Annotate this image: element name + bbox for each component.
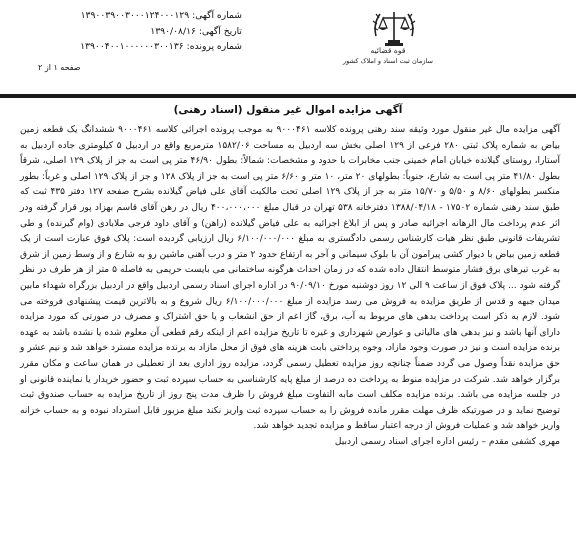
signature-line: مهری کشفی مقدم – رئیس اداره اجرای اسناد رسمی اردبیل [334, 436, 560, 447]
document-title: آگهی مزایده اموال غیر منقول (اسناد رهنی) [173, 104, 403, 116]
notice-body [20, 123, 560, 450]
notice-body-text: آگهی مزایده مال غیر منقول مورد وثیقه سند رهنی پرونده کلاسه ۹۰۰۰۴۶۱ به موجب پرونده اجرائی کلاسه ۹۰۰۰۴۶۱ ششدانگ یک قطعه زمین بیاض به شماره پلاک ثبتی ۲۸۰ فرعی از ۱۲۹ اصلی بخش سه اردبیل به مساحت ۱۵۸۲/۰۶ مترمربع واقع در اردبیل ۵ کیلومتری جاده اردبیل به آستارا، روستای گیلانده خیابان امام خمینی جنب مخابرات با حدود و مشخصات: شمالاً: بطول ۴۶/۹۰ متر پی است به جز از پلاک ۱۲۹ اصلی، شرقاً بطول ۴۱/۸۰ متر پی است به شارع، جنوباً: بطولهای ۲۰ متر، ۱۰ متر و ۶/۶۰ متر پی است به جز از پلاک ۱۲۸ و جز از پلاک ۱۲۹ اصلی و غرباً: بطور منکسر بطولهای ۸/۶۰ و ۵/۵۰ و ۱۵/۷۰ متر به جز از پلاک ۱۲۹ اصلی تحت مالکیت آقای علی فیاض گیلانده بشرح صفحه ۱۲۷ دفتر ۴۳۵ ثبت که طبق سند رهنی شماره ۱۷۵۰۲ - ۱۳۸۸/۰۴/۱۸ دفترخانه ۵۳۸ تهران در قبال مبلغ ۴۰۰،۰۰۰،۰۰۰ ریال در رهن آقای قاسم بهزاد پور قرار گرفته ودر اثر عدم پرداخت مال الرهانه اجرائیه صادر و پس از ابلاغ اجرائیه به علی فیاض گیلانده (راهن) و آقای داود فرجی ملابادی (وام گیرنده) و طی تشریفات قانونی طبق نظر هیات کارشناس رسمی دادگستری به مبلغ ۶/۱۰۰/۰۰۰/۰۰۰ ریال ارزیابی گردیده است: پلاک فوق عبارت است از یک قطعه زمین بیاض با دیوار کشی پیرامون آن با بلوک سیمانی و آجر به ارتفاع حدود ۲ متر و درب آهنی ماشین رو به شارع و از وسط زمین از شرق به غرب تیرهای برق فشار متوسط انتقال داده شده که در زمان احداث هرگونه ساختمانی می بایست حریمی به فاصله ۵ متر از هر طرف در نظر گرفته شود ... پلاک فوق از ساعت ۹ الی ۱۲ روز دوشنبه مورخ ۹۰/۰۹/۱۰ در اداره اجرای اسناد رسمی اردبیل واقع در اردبیل بزرگراه شهداء مابین میدان جبهه و قدس از طریق مزایده به فروش می رسد مزایده از مبلغ ۶/۱۰۰/۰۰۰/۰۰۰ ریال شروع و به بالاترین قیمت پیشنهادی فروخته می شود. لازم به ذکر است پرداخت بدهی های مربوط به آب، برق، گاز اعم از حق انشعاب و یا حق اشتراک و مصرف در صورتی که مورد مزایده دارای آنها باشد و نیز بدهی های مالیاتی و عوارض شهرداری و غیره تا تاریخ مزایده اعم از اینکه رقم قطعی آن معلوم شده یا نشده باشد به عهده برنده مزایده است و نیز در صورت وجود مازاد، وجوه پرداختی بابت هزینه های فوق از محل مازاد به برنده مزایده مسترد خواهد شد و نیم عشر و حق مزایده نقداً وصول می گردد ضمناً چنانچه روز مزایده تعطیل رسمی گردد، مزایده روز اداری بعد از تعطیلی در همان ساعت و مکان مقرر برگزار خواهد شد. شرکت در مزایده منوط به پرداخت ده درصد از مبلغ پایه کارشناسی به حساب سپرده ثبت و حضور خریدار یا نماینده قانونی او در جلسه مزایده می باشد. برنده مزایده مکلف است مابه التفاوت مبلغ فروش را ظرف مدت پنج روز از تاریخ مزایده به حساب صندوق ثبت توضیح نماید و در صورتیکه ظرف مهلت مقرر مانده فروش را به حساب سپرده ثبت واریز نکند مبلغ مزبور قابل استرداد نبوده و به حساب خزانه واریز خواهد شد و عملیات فروش از درجه اعتبار ساقط و مزایده تجدید خواهد شد. [20, 125, 561, 432]
notice-date: تاریخ آگهی: ۱۳۹۰/۰۸/۱۶ [150, 25, 242, 37]
organization-subtitle: سازمان ثبت اسناد و املاک کشور [342, 57, 434, 65]
organization-name: قوه قضائیه [370, 46, 406, 55]
page-number: صفحه ۱ از ۲ [38, 63, 81, 72]
case-number: شماره پرونده: ۱۳۹۰۰۴۰۰۱۰۰۰۰۰۰۳۰۰۱۳۶ [80, 41, 242, 52]
notice-meta [12, 8, 242, 55]
judiciary-emblem-icon [370, 6, 418, 50]
header-divider [0, 94, 576, 98]
notice-number: شماره آگهی: ۱۳۹۰۰۳۹۰۰۳۰۰۰۱۲۴۰۰۰۱۲۹ [80, 10, 242, 21]
organization-block [318, 46, 458, 66]
